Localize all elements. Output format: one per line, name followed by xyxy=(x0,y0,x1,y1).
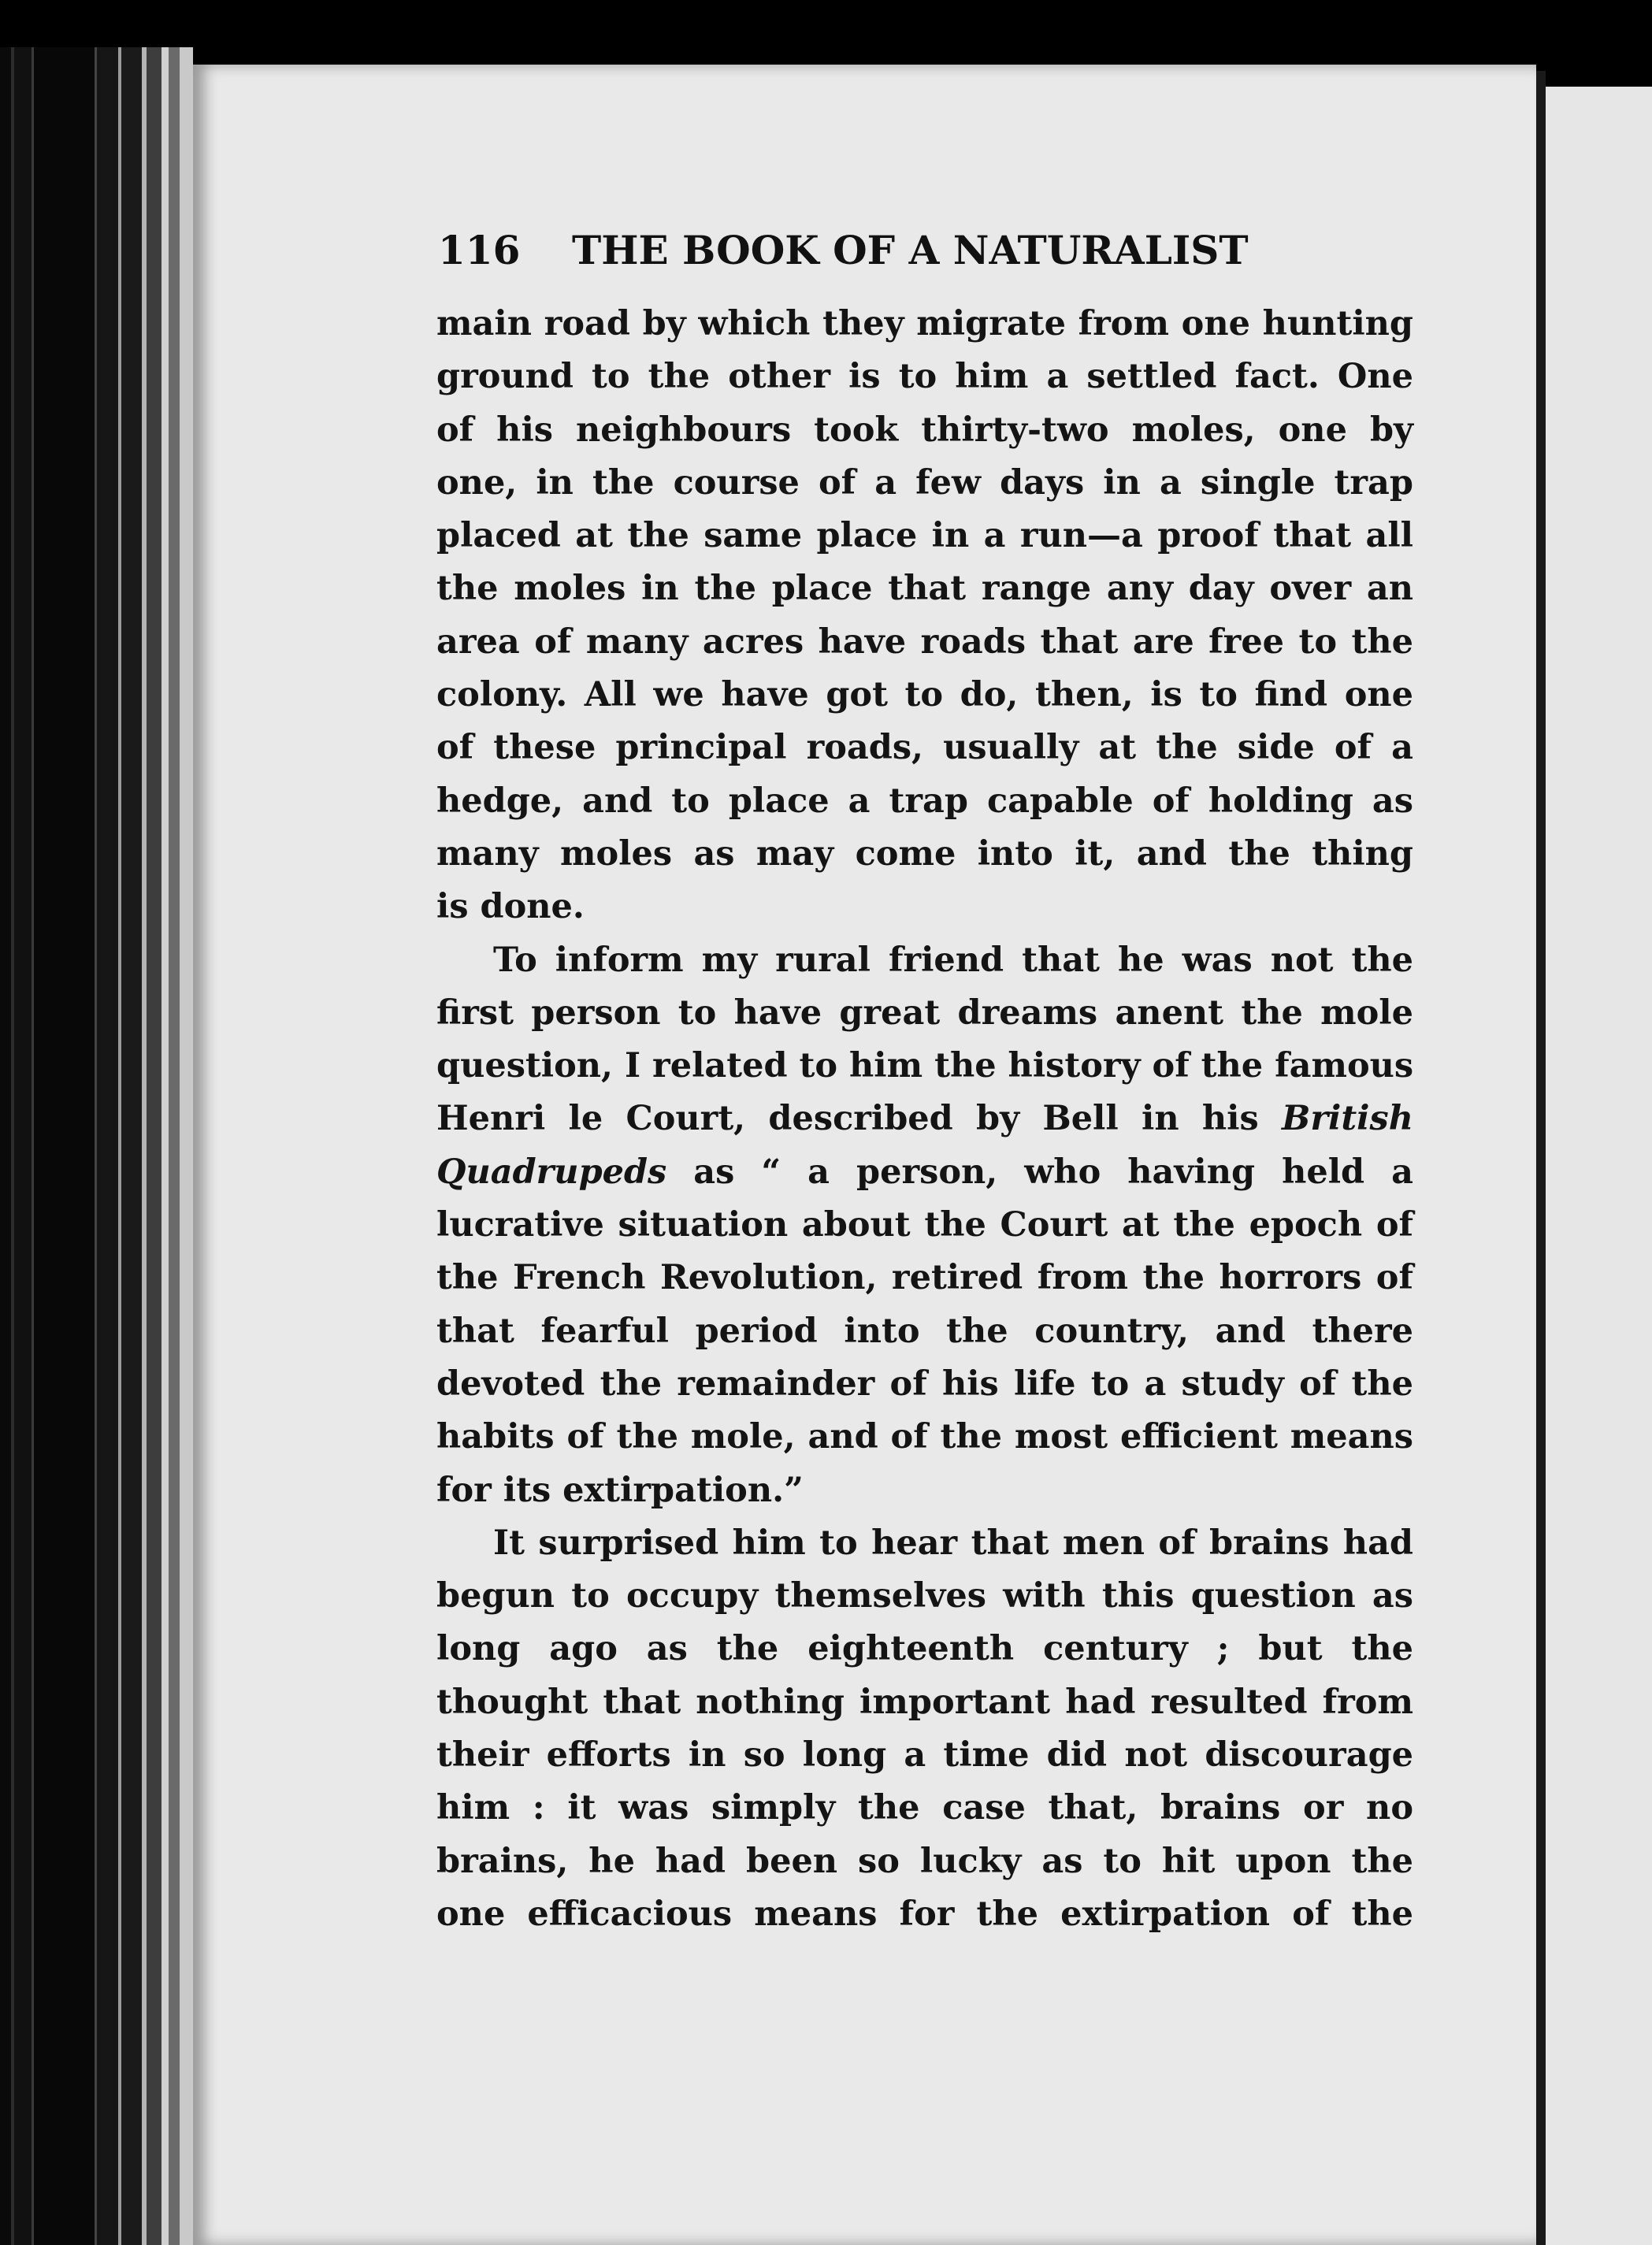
text-line: one efficacious means for the extirpation of the xyxy=(436,1894,1413,1934)
text-line: him : it was simply the case that, brains or no xyxy=(436,1788,1413,1828)
text-line: begun to occupy themselves with this question as xyxy=(436,1576,1413,1616)
body-text xyxy=(436,298,1413,1941)
text-line: for its extirpation.” xyxy=(436,1470,804,1510)
text-line: one, in the course of a few days in a single trap xyxy=(436,462,1413,503)
text-line: thought that nothing important had resulted from xyxy=(436,1682,1413,1722)
text-line: lucrative situation about the Court at the epoch of xyxy=(436,1205,1413,1245)
text-line: ground to the other is to him a settled fact. One xyxy=(436,357,1413,397)
text-line: area of many acres have roads that are free to the xyxy=(436,622,1413,662)
text-line: It surprised him to hear that men of brains had xyxy=(493,1523,1413,1563)
text-line: their efforts in so long a time did not discourage xyxy=(436,1735,1413,1776)
text-line: hedge, and to place a trap capable of holding as xyxy=(436,781,1413,821)
text-line: habits of the mole, and of the most efficient means xyxy=(436,1417,1413,1457)
book-title-italic: British xyxy=(1281,1099,1413,1139)
text-line: is done. xyxy=(436,887,585,927)
text-line: first person to have great dreams anent the mole xyxy=(436,993,1413,1033)
text-line: devoted the remainder of his life to a study of the xyxy=(436,1364,1413,1404)
text-line: of these principal roads, usually at the side of a xyxy=(436,728,1413,768)
page-number: 116 xyxy=(438,227,521,273)
book-gutter xyxy=(0,47,193,2245)
text-line: that fearful period into the country, and there xyxy=(436,1311,1413,1351)
text-line: the moles in the place that range any day over an xyxy=(436,569,1413,609)
text-line: question, I related to him the history of the famous xyxy=(436,1046,1414,1086)
text-line: Henri le Court, described by Bell in his British xyxy=(436,1099,1413,1139)
text-line: the French Revolution, retired from the horrors of xyxy=(436,1258,1413,1298)
running-head xyxy=(438,222,1305,279)
page-edge-shadow xyxy=(1536,71,1546,2245)
text-line: placed at the same place in a run—a proof that all xyxy=(436,516,1413,556)
text-line: To inform my rural friend that he was not the xyxy=(493,940,1413,980)
text-line: many moles as may come into it, and the thing xyxy=(436,833,1413,874)
text-line: long ago as the eighteenth century ; but the xyxy=(436,1629,1413,1669)
adjacent-page-edge xyxy=(1546,87,1652,2245)
text-line: main road by which they migrate from one hunting xyxy=(436,304,1413,343)
text-line: brains, he had been so lucky as to hit upon the xyxy=(436,1841,1413,1881)
text-line: colony. All we have got to do, then, is to find one xyxy=(436,675,1413,715)
text-line: of his neighbours took thirty-two moles, one by xyxy=(436,410,1413,450)
book-title: THE BOOK OF A NATURALIST xyxy=(572,227,1249,273)
text-line: Quadrupeds as “ a person, who having held a xyxy=(436,1152,1413,1192)
book-title-italic: Quadrupeds xyxy=(436,1152,667,1192)
